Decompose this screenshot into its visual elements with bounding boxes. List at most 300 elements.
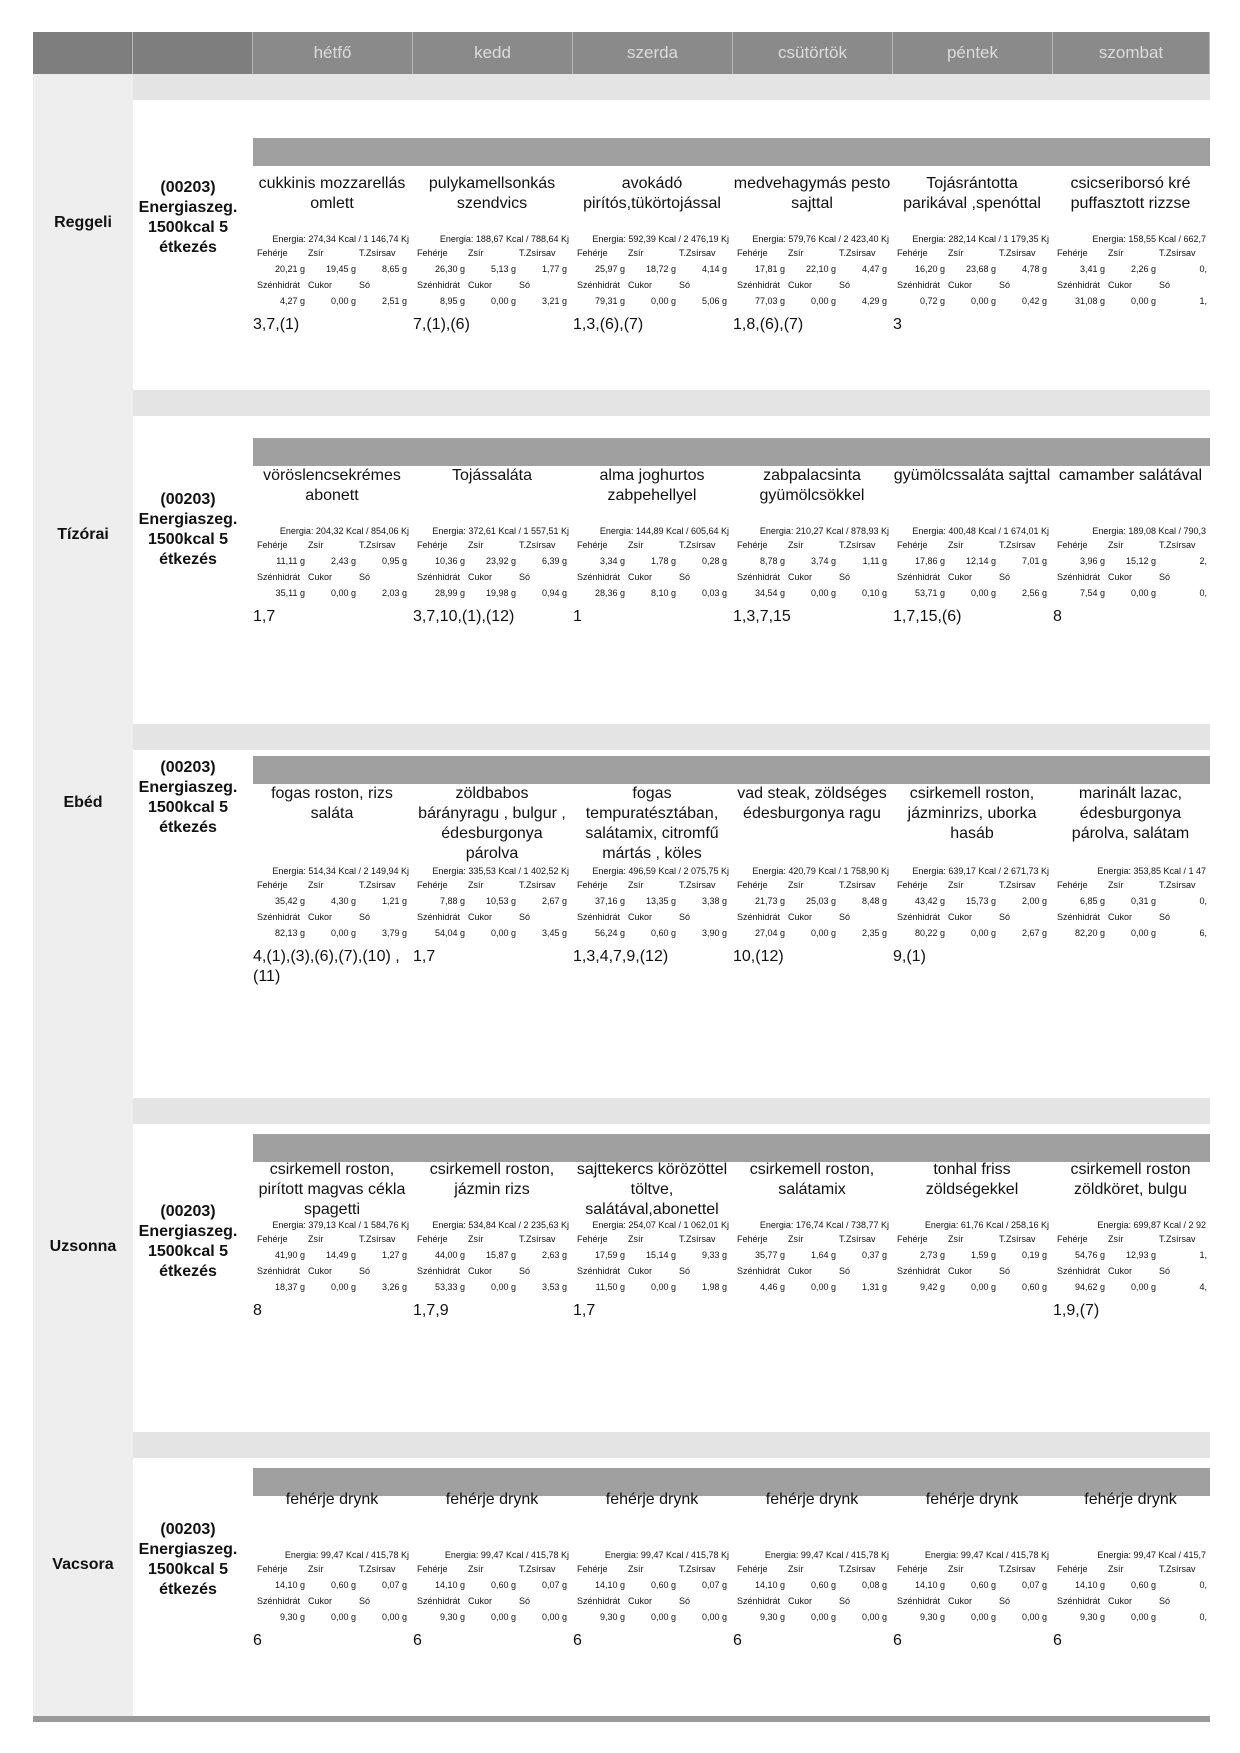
fat-label: Zsír	[308, 880, 324, 890]
salt-label: Só	[519, 1596, 531, 1606]
nutrition-table	[897, 1231, 1047, 1295]
nutrition-label-row	[897, 569, 1047, 585]
nutrition-label-row	[737, 537, 887, 553]
nutrition-value-row	[417, 1247, 567, 1263]
sugar-value: 0,00 g	[810, 928, 836, 938]
fat-value: 15,12 g	[1125, 556, 1156, 566]
fat-label: Zsír	[948, 248, 964, 258]
carb-label: Szénhidrát	[897, 280, 941, 290]
protein-value: 37,16 g	[594, 896, 625, 906]
nutrition-value-row	[417, 293, 567, 309]
carb-value: 94,62 g	[1074, 1282, 1105, 1292]
salt-value: 0,03 g	[701, 588, 727, 598]
carb-value: 7,54 g	[1079, 588, 1105, 598]
nutrition-label-row	[1057, 909, 1207, 925]
dish-name: marinált lazac, édesburgonya párolva, salátam	[1071, 785, 1190, 842]
salt-label: Só	[1159, 1596, 1171, 1606]
satfat-value: 2,67 g	[541, 896, 567, 906]
nutrition-label-row	[1057, 1561, 1207, 1577]
day-cell	[1053, 174, 1208, 315]
sugar-label: Cukor	[468, 1266, 493, 1276]
day-cell	[893, 466, 1051, 627]
allergen-codes: 1,7,15,(6)	[893, 608, 962, 625]
fat-label: Zsír	[1108, 540, 1124, 550]
nutrition-value-row	[577, 1279, 727, 1295]
nutrition-value-row	[1057, 293, 1207, 309]
nutrition-value-row	[737, 893, 887, 909]
nutrition-value-row	[257, 1279, 407, 1295]
nutrition-table	[737, 537, 887, 601]
nutrition-label-row	[737, 1561, 887, 1577]
nutrition-value-row	[417, 1577, 567, 1593]
dish-name: csicseriborsó kré puffasztott rizzse	[1070, 175, 1191, 212]
nutrition-value-row	[897, 1247, 1047, 1263]
meal-label-column	[33, 1098, 133, 1432]
nutrition-label-row	[257, 569, 407, 585]
nutrition-value-row	[897, 1609, 1047, 1625]
day-cell	[413, 466, 571, 627]
sugar-label: Cukor	[308, 912, 333, 922]
header-day: kedd	[413, 32, 573, 74]
protein-label: Fehérje	[417, 248, 448, 258]
nutrition-value-row	[737, 1247, 887, 1263]
nutrition-label-row	[257, 877, 407, 893]
protein-label: Fehérje	[577, 880, 608, 890]
protein-value: 14,10 g	[274, 1580, 305, 1590]
satfat-value: 1,11 g	[862, 556, 887, 566]
allergen-codes: 1,3,4,7,9,(12)	[573, 948, 669, 965]
energy-value: Energia: 158,55 Kcal / 662,7	[1092, 234, 1206, 244]
nutrition-value-row	[417, 893, 567, 909]
protein-value: 26,30 g	[434, 264, 465, 274]
sugar-label: Cukor	[308, 1596, 333, 1606]
fat-value: 15,73 g	[965, 896, 996, 906]
nutrition-label-row	[577, 569, 727, 585]
nutrition-label-row	[737, 245, 887, 261]
nutrition-label-row	[737, 1231, 887, 1247]
salt-value: 3,26 g	[381, 1282, 407, 1292]
fat-value: 15,87 g	[485, 1250, 516, 1260]
nutrition-value-row	[897, 261, 1047, 277]
fat-label: Zsír	[628, 248, 644, 258]
nutrition-table	[417, 877, 567, 941]
nutrition-value-row	[1057, 585, 1207, 601]
day-cell	[253, 1160, 411, 1321]
day-cell	[893, 174, 1051, 335]
protein-value: 8,78 g	[759, 556, 785, 566]
protein-value: 17,81 g	[754, 264, 785, 274]
nutrition-label-row	[577, 1593, 727, 1609]
fat-label: Zsír	[1108, 1234, 1124, 1244]
day-cell	[733, 174, 891, 335]
nutrition-value-row	[1057, 1279, 1207, 1295]
salt-value: 3,45 g	[541, 928, 567, 938]
nutrition-value-row	[257, 293, 407, 309]
header-blank-meal	[33, 32, 133, 74]
fat-label: Zsír	[628, 1564, 644, 1574]
nutrition-table	[257, 537, 407, 601]
carb-value: 18,37 g	[274, 1282, 305, 1292]
nutrition-label-row	[417, 909, 567, 925]
carb-value: 56,24 g	[594, 928, 625, 938]
fat-value: 0,60 g	[330, 1580, 356, 1590]
dish-name: alma joghurtos zabpehellyel	[599, 467, 705, 504]
dish-name: fehérje drynk	[605, 1491, 699, 1508]
nutrition-table	[897, 877, 1047, 941]
day-cell	[1053, 1490, 1208, 1651]
protein-value: 10,36 g	[434, 556, 465, 566]
dish-name: csirkemell roston, jázmin rizs	[429, 1161, 555, 1198]
carb-label: Szénhidrát	[897, 572, 941, 582]
nutrition-label-row	[737, 569, 887, 585]
nutrition-label-row	[417, 1231, 567, 1247]
energy-value: Energia: 189,08 Kcal / 790,3	[1092, 526, 1206, 536]
protein-value: 21,73 g	[754, 896, 785, 906]
fat-label: Zsír	[308, 248, 324, 258]
salt-value: 0,10 g	[861, 588, 887, 598]
satfat-label: T.Zsírsav	[679, 540, 716, 550]
nutrition-table	[577, 537, 727, 601]
nutrition-label-row	[1057, 1263, 1207, 1279]
dish-name: fehérje drynk	[285, 1491, 379, 1508]
nutrition-value-row	[257, 585, 407, 601]
sugar-label: Cukor	[308, 1266, 333, 1276]
dish-name: camamber salátával	[1058, 467, 1203, 484]
protein-label: Fehérje	[1057, 880, 1088, 890]
protein-value: 17,86 g	[914, 556, 945, 566]
dish-name: vad steak, zöldséges édesburgonya ragu	[737, 785, 887, 822]
allergen-codes: 6	[733, 1632, 742, 1649]
protein-value: 2,73 g	[919, 1250, 945, 1260]
fat-value: 0,60 g	[1130, 1580, 1156, 1590]
salt-value: 1,98 g	[701, 1282, 727, 1292]
salt-value: 0,94 g	[541, 588, 567, 598]
protein-value: 14,10 g	[754, 1580, 785, 1590]
dish-name: sajttekercs körözöttel töltve, salátával,abonettel	[576, 1161, 728, 1218]
protein-label: Fehérje	[897, 540, 928, 550]
nutrition-value-row	[257, 1609, 407, 1625]
protein-value: 16,20 g	[914, 264, 945, 274]
satfat-value: 0,07 g	[1021, 1580, 1047, 1590]
nutrition-value-row	[1057, 553, 1207, 569]
sugar-value: 0,00 g	[330, 296, 356, 306]
carb-value: 9,30 g	[599, 1612, 625, 1622]
salt-label: Só	[999, 912, 1011, 922]
allergen-codes: 6	[893, 1632, 902, 1649]
nutrition-label-row	[257, 1231, 407, 1247]
satfat-value: 0,07 g	[541, 1580, 567, 1590]
nutrition-label-row	[577, 245, 727, 261]
protein-label: Fehérje	[737, 1564, 768, 1574]
satfat-label: T.Zsírsav	[359, 880, 396, 890]
energy-value: Energia: 274,34 Kcal / 1 146,74 Kj	[272, 234, 409, 244]
energy-value: Energia: 639,17 Kcal / 2 671,73 Kj	[912, 866, 1049, 876]
salt-label: Só	[519, 1266, 531, 1276]
satfat-label: T.Zsírsav	[679, 248, 716, 258]
allergen-codes: 1	[573, 608, 582, 625]
allergen-codes: 1,7,9	[413, 1302, 449, 1319]
nutrition-label-row	[737, 1593, 887, 1609]
dish-name: vöröslencsekrémes abonett	[263, 467, 401, 504]
nutrition-value-row	[257, 553, 407, 569]
sugar-label: Cukor	[788, 1266, 813, 1276]
nutrition-label-row	[1057, 537, 1207, 553]
meal-name: Tízórai	[57, 526, 109, 543]
allergen-codes: 3	[893, 316, 902, 333]
dish-name: csirkemell roston, pirított magvas cékla spagetti	[258, 1161, 406, 1218]
nutrition-label-row	[737, 1263, 887, 1279]
sugar-value: 0,00 g	[1130, 296, 1156, 306]
salt-value: 0,	[1199, 588, 1207, 598]
sugar-label: Cukor	[468, 572, 493, 582]
menu-page	[33, 32, 1210, 1722]
sugar-value: 0,00 g	[970, 1282, 996, 1292]
satfat-value: 8,48 g	[861, 896, 887, 906]
carb-value: 34,54 g	[754, 588, 785, 598]
nutrition-label-row	[1057, 877, 1207, 893]
nutrition-table	[737, 1231, 887, 1295]
satfat-value: 0,	[1199, 1580, 1207, 1590]
salt-label: Só	[679, 1266, 691, 1276]
dish-name: fogas tempuratésztában, salátamix, citromfű mártás , köles	[585, 785, 719, 862]
protein-label: Fehérje	[737, 540, 768, 550]
fat-value: 3,74 g	[810, 556, 836, 566]
fat-value: 5,13 g	[490, 264, 516, 274]
energy-value: Energia: 514,34 Kcal / 2 149,94 Kj	[272, 866, 409, 876]
day-cell	[733, 784, 891, 967]
satfat-value: 0,	[1199, 896, 1207, 906]
fat-label: Zsír	[628, 1234, 644, 1244]
day-cell	[1053, 784, 1208, 947]
nutrition-label-row	[257, 1593, 407, 1609]
nutrition-label-row	[897, 537, 1047, 553]
energy-value: Energia: 144,89 Kcal / 605,64 Kj	[599, 526, 729, 536]
allergen-codes: 8	[253, 1302, 262, 1319]
energy-value: Energia: 496,59 Kcal / 2 075,75 Kj	[592, 866, 729, 876]
dish-name: zabpalacsinta gyümölcsökkel	[759, 467, 865, 504]
fat-value: 10,53 g	[485, 896, 516, 906]
meal-section	[33, 390, 1210, 724]
day-cell	[253, 174, 411, 335]
nutrition-label-row	[417, 1561, 567, 1577]
carb-value: 9,30 g	[439, 1612, 465, 1622]
energy-value: Energia: 99,47 Kcal / 415,78 Kj	[604, 1550, 729, 1560]
salt-value: 0,	[1199, 1612, 1207, 1622]
sugar-value: 0,00 g	[650, 1282, 676, 1292]
sugar-label: Cukor	[948, 912, 973, 922]
sugar-label: Cukor	[628, 572, 653, 582]
energy-value: Energia: 400,48 Kcal / 1 674,01 Kj	[912, 526, 1049, 536]
header-day: hétfő	[253, 32, 413, 74]
day-cell	[893, 784, 1051, 967]
nutrition-value-row	[577, 893, 727, 909]
salt-value: 0,00 g	[701, 1612, 727, 1622]
nutrition-value-row	[1057, 925, 1207, 941]
meal-section	[33, 1098, 1210, 1432]
day-header-row	[33, 32, 1210, 74]
nutrition-table	[1057, 1231, 1207, 1295]
carb-value: 9,30 g	[279, 1612, 305, 1622]
allergen-codes: 1,9,(7)	[1053, 1302, 1100, 1319]
day-cell	[573, 466, 731, 627]
header-day: szombat	[1053, 32, 1210, 74]
carb-label: Szénhidrát	[577, 280, 621, 290]
satfat-value: 6,39 g	[541, 556, 567, 566]
bottom-rule	[33, 1716, 1210, 1722]
protein-value: 35,77 g	[754, 1250, 785, 1260]
header-day: csütörtök	[733, 32, 893, 74]
satfat-value: 0,07 g	[381, 1580, 407, 1590]
nutrition-value-row	[1057, 1247, 1207, 1263]
carb-label: Szénhidrát	[257, 572, 301, 582]
sugar-value: 0,00 g	[810, 588, 836, 598]
satfat-label: T.Zsírsav	[999, 540, 1036, 550]
energy-value: Energia: 210,27 Kcal / 878,93 Kj	[759, 526, 889, 536]
satfat-value: 2,63 g	[541, 1250, 567, 1260]
meal-label-column	[33, 390, 133, 724]
nutrition-label-row	[897, 277, 1047, 293]
fat-value: 25,03 g	[805, 896, 836, 906]
protein-value: 41,90 g	[274, 1250, 305, 1260]
nutrition-label-row	[897, 1561, 1047, 1577]
carb-label: Szénhidrát	[897, 1266, 941, 1276]
satfat-value: 3,38 g	[701, 896, 727, 906]
protein-label: Fehérje	[897, 248, 928, 258]
dish-name: fehérje drynk	[445, 1491, 539, 1508]
dish-name: fehérje drynk	[925, 1491, 1019, 1508]
sugar-label: Cukor	[948, 1266, 973, 1276]
nutrition-value-row	[897, 893, 1047, 909]
fat-label: Zsír	[1108, 248, 1124, 258]
nutrition-label-row	[417, 569, 567, 585]
salt-value: 2,03 g	[381, 588, 407, 598]
salt-value: 2,35 g	[861, 928, 887, 938]
fat-value: 14,49 g	[325, 1250, 356, 1260]
nutrition-value-row	[737, 553, 887, 569]
sugar-label: Cukor	[1108, 1266, 1133, 1276]
satfat-label: T.Zsírsav	[839, 1564, 876, 1574]
day-cell	[573, 174, 731, 335]
nutrition-label-row	[257, 1561, 407, 1577]
salt-value: 5,06 g	[701, 296, 727, 306]
allergen-codes: 1,8,(6),(7)	[733, 316, 804, 333]
allergen-codes: 1,7	[253, 608, 276, 625]
fat-label: Zsír	[788, 248, 804, 258]
protein-value: 3,96 g	[1079, 556, 1105, 566]
sugar-value: 0,00 g	[330, 1282, 356, 1292]
nutrition-table	[897, 245, 1047, 309]
fat-value: 19,45 g	[325, 264, 356, 274]
nutrition-value-row	[737, 293, 887, 309]
meal-section	[33, 724, 1210, 1098]
protein-value: 7,88 g	[439, 896, 465, 906]
nutrition-table	[1057, 245, 1207, 309]
fat-label: Zsír	[948, 540, 964, 550]
nutrition-value-row	[737, 1279, 887, 1295]
nutrition-value-row	[577, 1609, 727, 1625]
satfat-value: 0,07 g	[701, 1580, 727, 1590]
satfat-label: T.Zsírsav	[679, 880, 716, 890]
carb-value: 35,11 g	[275, 588, 305, 598]
salt-label: Só	[1159, 280, 1171, 290]
satfat-label: T.Zsírsav	[839, 248, 876, 258]
nutrition-value-row	[257, 1247, 407, 1263]
nutrition-label-row	[577, 1231, 727, 1247]
carb-label: Szénhidrát	[1057, 1596, 1101, 1606]
nutrition-label-row	[1057, 1593, 1207, 1609]
fat-value: 1,64 g	[810, 1250, 836, 1260]
sugar-value: 0,00 g	[330, 928, 356, 938]
carb-label: Szénhidrát	[1057, 572, 1101, 582]
section-separator	[33, 724, 1210, 750]
sugar-value: 0,00 g	[490, 296, 516, 306]
nutrition-value-row	[577, 553, 727, 569]
sugar-value: 0,00 g	[810, 1612, 836, 1622]
salt-value: 1,	[1199, 296, 1207, 306]
salt-value: 2,56 g	[1021, 588, 1047, 598]
fat-value: 23,68 g	[965, 264, 996, 274]
sugar-label: Cukor	[788, 280, 813, 290]
day-color-band	[253, 438, 1210, 466]
nutrition-value-row	[737, 585, 887, 601]
salt-label: Só	[359, 1596, 371, 1606]
salt-label: Só	[359, 572, 371, 582]
nutrition-value-row	[257, 261, 407, 277]
salt-value: 0,00 g	[1021, 1612, 1047, 1622]
sugar-value: 0,00 g	[490, 1282, 516, 1292]
salt-label: Só	[679, 572, 691, 582]
salt-label: Só	[839, 912, 851, 922]
day-cell	[1053, 466, 1208, 627]
nutrition-value-row	[577, 293, 727, 309]
sugar-value: 0,00 g	[650, 1612, 676, 1622]
protein-value: 25,97 g	[594, 264, 625, 274]
satfat-value: 1,21 g	[381, 896, 407, 906]
sugar-value: 0,00 g	[1130, 928, 1156, 938]
nutrition-value-row	[417, 1609, 567, 1625]
fat-label: Zsír	[468, 540, 484, 550]
fat-label: Zsír	[1108, 1564, 1124, 1574]
nutrition-label-row	[1057, 277, 1207, 293]
fat-value: 0,60 g	[970, 1580, 996, 1590]
nutrition-table	[577, 877, 727, 941]
energy-value: Energia: 99,47 Kcal / 415,78 Kj	[764, 1550, 889, 1560]
section-separator	[33, 390, 1210, 416]
section-separator	[33, 74, 1210, 100]
protein-label: Fehérje	[1057, 248, 1088, 258]
protein-value: 17,59 g	[594, 1250, 625, 1260]
nutrition-table	[417, 537, 567, 601]
satfat-value: 0,19 g	[1021, 1250, 1047, 1260]
energy-value: Energia: 176,74 Kcal / 738,77 Kj	[759, 1220, 889, 1230]
nutrition-value-row	[577, 585, 727, 601]
fat-label: Zsír	[1108, 880, 1124, 890]
dish-name: cukkinis mozzarellás omlett	[258, 175, 406, 212]
carb-value: 8,95 g	[439, 296, 465, 306]
salt-label: Só	[1159, 1266, 1171, 1276]
nutrition-label-row	[577, 877, 727, 893]
sugar-value: 19,98 g	[485, 588, 516, 598]
nutrition-label-row	[577, 1561, 727, 1577]
allergen-codes: 6	[1053, 1632, 1062, 1649]
satfat-label: T.Zsírsav	[839, 540, 876, 550]
energy-value: Energia: 420,79 Kcal / 1 758,90 Kj	[752, 866, 889, 876]
meal-label-column	[33, 1432, 133, 1722]
satfat-value: 0,	[1199, 264, 1207, 274]
salt-value: 1,31 g	[861, 1282, 887, 1292]
salt-label: Só	[839, 280, 851, 290]
nutrition-value-row	[897, 553, 1047, 569]
